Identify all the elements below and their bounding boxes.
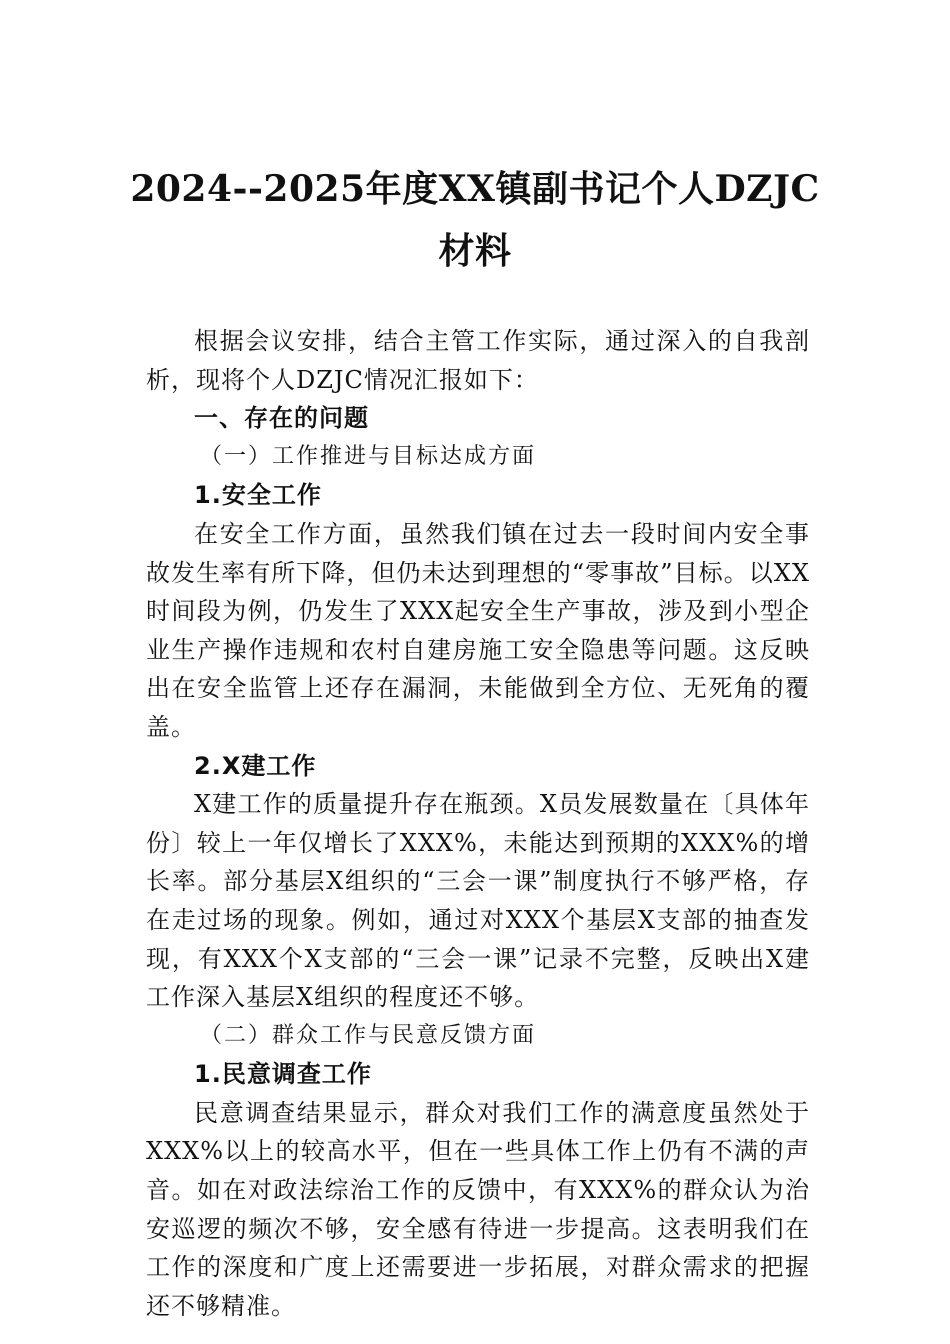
party-building-paragraph: X建工作的质量提升存在瓶颈。X员发展数量在〔具体年份〕较上一年仅增长了XXX%，未能达到预期的XXX%的增长率。部分基层X组织的“三会一课”制度执行不够严格，存在走过场的现象。例如，通过对XXX个基层X支部的抽查发现，有XXX个X支部的“三会一课”记录不完整，反映出X建工作深入基层X组织的程度还不够。 (146, 790, 810, 1012)
document-title: 2024--2025年度XX镇副书记个人DZJC材料 (130, 168, 820, 272)
item-heading-survey: 1.民意调查工作 (194, 1060, 372, 1089)
document-body (146, 322, 810, 1325)
subsection-heading-work-progress: （一）工作推进与目标达成方面 (200, 443, 537, 469)
subsection-heading-public-feedback: （二）群众工作与民意反馈方面 (200, 1022, 537, 1048)
item-heading-party-building: 2.X建工作 (194, 751, 317, 780)
intro-paragraph: 根据会议安排，结合主管工作实际，通过深入的自我剖析，现将个人DZJC情况汇报如下： (146, 327, 810, 394)
survey-paragraph: 民意调查结果显示，群众对我们工作的满意度虽然处于XXX%以上的较高水平，但在一些具体工作上仍有不满的声音。如在对政法综治工作的反馈中，有XXX%的群众认为治安巡逻的频次不够，安全感有待进一步提高。这表明我们在工作的深度和广度上还需要进一步拓展，对群众需求的把握还不够精准。 (146, 1098, 810, 1320)
item-heading-safety: 1.安全工作 (194, 481, 322, 510)
section-heading-problems: 一、存在的问题 (194, 404, 369, 433)
safety-paragraph: 在安全工作方面，虽然我们镇在过去一段时间内安全事故发生率有所下降，但仍未达到理想的“零事故”目标。以XX时间段为例，仍发生了XXX起安全生产事故，涉及到小型企业生产操作违规和农村自建房施工安全隐患等问题。这反映出在安全监管上还存在漏洞，未能做到全方位、无死角的覆盖。 (146, 519, 810, 741)
